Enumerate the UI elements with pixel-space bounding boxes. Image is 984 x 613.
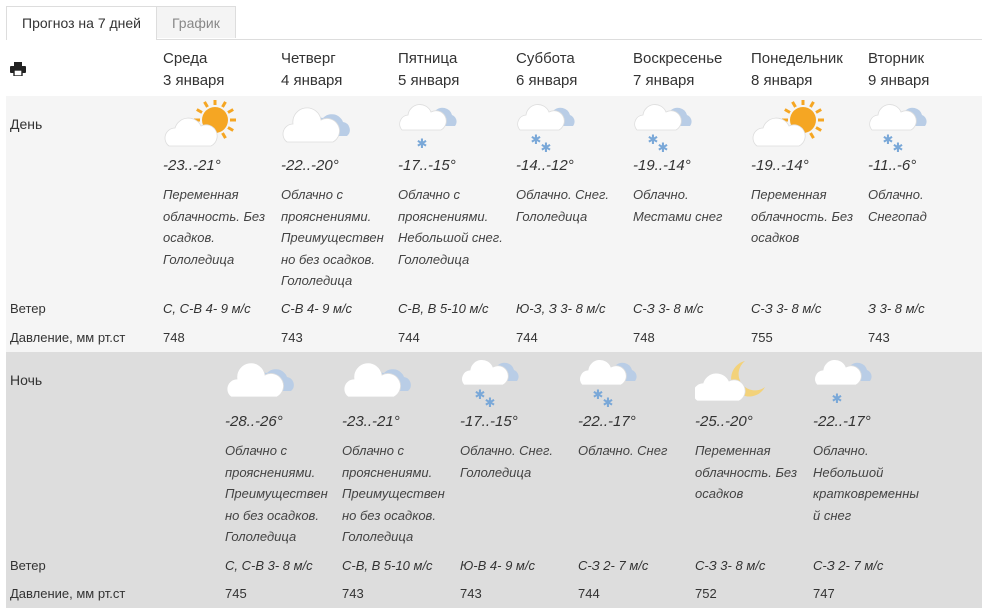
- weather-description: Облачно. Местами снег: [633, 187, 723, 224]
- weather-description: Переменная облачность. Без осадков: [751, 187, 854, 245]
- weather-description: Переменная облачность. Без осадков: [695, 443, 798, 501]
- night-label: Ночь: [10, 372, 43, 388]
- printer-icon[interactable]: [10, 62, 26, 76]
- wind-value: Ю-В 4- 9 м/с: [460, 558, 535, 573]
- svg-text:✱: ✱: [657, 141, 669, 156]
- partly-cloudy-sun-icon: [751, 100, 831, 156]
- day-date: 4 января: [281, 72, 343, 89]
- pressure-value: 743: [342, 586, 364, 601]
- svg-text:✱: ✱: [882, 133, 894, 148]
- weather-description: Облачно. Снег. Гололедица: [460, 443, 553, 480]
- weather-description: Облачно с прояснениями. Преимуществен но без осадков. Гололедица: [281, 187, 384, 288]
- temperature: -25..-20°: [695, 413, 753, 430]
- temperature: -23..-21°: [342, 413, 400, 430]
- day-date: 5 января: [398, 72, 460, 89]
- svg-text:✱: ✱: [647, 133, 659, 148]
- cloud-icon: [281, 100, 361, 156]
- day-header: [633, 48, 722, 92]
- weather-description: Облачно. Снег: [578, 443, 668, 458]
- snow-icon: [868, 100, 948, 156]
- weather-description: Переменная облачность. Без осадков. Гололедица: [163, 187, 266, 267]
- wind-value: Ю-З, З 3- 8 м/с: [516, 301, 606, 316]
- day-date: 9 января: [868, 72, 930, 89]
- wind-value: С, С-В 4- 9 м/с: [163, 301, 251, 316]
- pressure-value: 748: [163, 330, 185, 345]
- pressure-value: 755: [751, 330, 773, 345]
- pressure-value: 743: [460, 586, 482, 601]
- tab-bar: [6, 6, 236, 40]
- day-name: Понедельник: [751, 50, 843, 67]
- partly-cloudy-moon-icon: [695, 355, 775, 411]
- temperature: -28..-26°: [225, 413, 283, 430]
- tab-7-day-forecast[interactable]: Прогноз на 7 дней: [6, 6, 157, 40]
- day-name: Воскресенье: [633, 50, 723, 67]
- light-snow-icon: [398, 100, 478, 156]
- snow-icon: [633, 100, 713, 156]
- wind-value: С-В, В 5-10 м/с: [342, 558, 433, 573]
- day-date: 6 января: [516, 72, 578, 89]
- day-header: [868, 48, 929, 92]
- day-label: День: [10, 116, 43, 132]
- day-header: [398, 48, 459, 92]
- night-wind-label: Ветер: [10, 558, 46, 573]
- weather-description: Облачно. Снегопад: [868, 187, 927, 224]
- weather-description: Облачно. Снег. Гололедица: [516, 187, 609, 224]
- day-date: 7 января: [633, 72, 695, 89]
- svg-text:✱: ✱: [602, 396, 614, 411]
- temperature: -19..-14°: [751, 157, 809, 174]
- pressure-value: 744: [398, 330, 420, 345]
- temperature: -22..-20°: [281, 157, 339, 174]
- temperature: -11..-6°: [868, 157, 917, 174]
- day-header: [163, 48, 224, 92]
- pressure-value: 745: [225, 586, 247, 601]
- day-name: Среда: [163, 50, 208, 67]
- day-header: [751, 48, 843, 92]
- weather-description: Облачно с прояснениями. Преимуществен но без осадков. Гололедица: [225, 443, 328, 544]
- temperature: -17..-15°: [398, 157, 456, 174]
- svg-text:✱: ✱: [540, 141, 552, 156]
- day-date: 3 января: [163, 72, 225, 89]
- day-pressure-label: Давление, мм рт.ст: [10, 330, 126, 345]
- day-date: 8 января: [751, 72, 813, 89]
- pressure-value: 752: [695, 586, 717, 601]
- cloud-icon: [342, 355, 422, 411]
- wind-value: З 3- 8 м/с: [868, 301, 925, 316]
- day-name: Вторник: [868, 50, 925, 67]
- temperature: -17..-15°: [460, 413, 518, 430]
- pressure-value: 744: [578, 586, 600, 601]
- day-header: [516, 48, 577, 92]
- pressure-value: 743: [281, 330, 303, 345]
- light-snow-icon: [813, 355, 893, 411]
- wind-value: С-З 3- 8 м/с: [633, 301, 704, 316]
- snow-icon: [516, 100, 596, 156]
- wind-value: С-З 3- 8 м/с: [751, 301, 822, 316]
- wind-value: С-В, В 5-10 м/с: [398, 301, 489, 316]
- day-name: Суббота: [516, 50, 575, 67]
- day-name: Четверг: [281, 50, 336, 67]
- svg-text:✱: ✱: [892, 141, 904, 156]
- pressure-value: 748: [633, 330, 655, 345]
- weather-description: Облачно с прояснениями. Преимуществен но без осадков. Гололедица: [342, 443, 445, 544]
- day-wind-label: Ветер: [10, 301, 46, 316]
- weather-description: Облачно. Небольшой кратковременны й снег: [813, 443, 919, 523]
- wind-value: С, С-В 3- 8 м/с: [225, 558, 313, 573]
- temperature: -23..-21°: [163, 157, 221, 174]
- pressure-value: 743: [868, 330, 890, 345]
- snow-icon: [460, 355, 540, 411]
- wind-value: С-З 2- 7 м/с: [578, 558, 649, 573]
- temperature: -22..-17°: [813, 413, 871, 430]
- svg-text:✱: ✱: [416, 137, 428, 152]
- svg-text:✱: ✱: [592, 388, 604, 403]
- partly-cloudy-sun-icon: [163, 100, 243, 156]
- temperature: -19..-14°: [633, 157, 691, 174]
- svg-text:✱: ✱: [474, 388, 486, 403]
- night-pressure-label: Давление, мм рт.ст: [10, 586, 126, 601]
- wind-value: С-З 2- 7 м/с: [813, 558, 884, 573]
- tab-chart[interactable]: График: [157, 6, 236, 38]
- day-name: Пятница: [398, 50, 458, 67]
- snow-icon: [578, 355, 658, 411]
- pressure-value: 744: [516, 330, 538, 345]
- wind-value: С-В 4- 9 м/с: [281, 301, 353, 316]
- pressure-value: 747: [813, 586, 835, 601]
- svg-text:✱: ✱: [484, 396, 496, 411]
- cloud-icon: [225, 355, 305, 411]
- temperature: -14..-12°: [516, 157, 574, 174]
- day-header: [281, 48, 342, 92]
- svg-text:✱: ✱: [530, 133, 542, 148]
- svg-text:✱: ✱: [831, 392, 843, 407]
- weather-description: Облачно с прояснениями. Небольшой снег. Гололедица: [398, 187, 503, 267]
- temperature: -22..-17°: [578, 413, 636, 430]
- wind-value: С-З 3- 8 м/с: [695, 558, 766, 573]
